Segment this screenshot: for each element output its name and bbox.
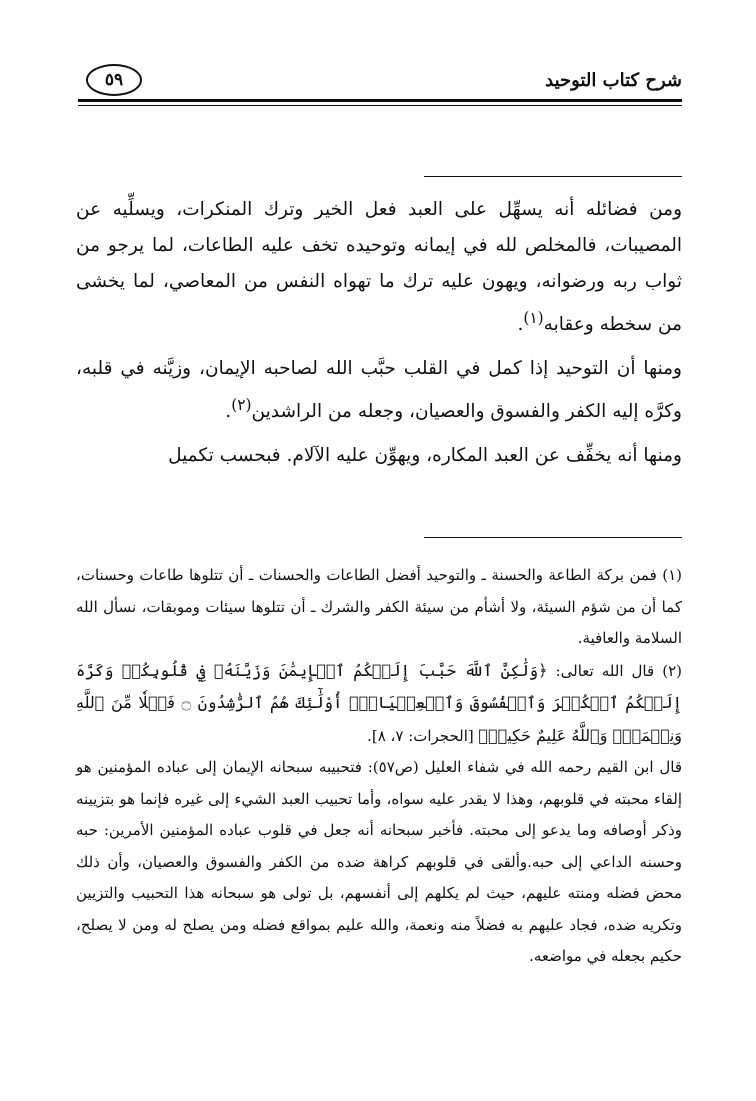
footnote-1: [76, 560, 682, 655]
footnote-text: فمن بركة الطاعة والحسنة ـ والتوحيد أفضل الطاعات والحسنات ـ أن تتلوها طاعات وحسنات، كما أن من شؤم السيئة، ولا أشأم من سيئة الكفر والشرك ـ أن تتلوها سيئات وموبقات، نسأل الله السلامة والعافية.: [76, 566, 682, 647]
page-number: ٥٩: [104, 69, 124, 90]
footnote-number: (١): [662, 566, 682, 584]
section-divider: [424, 176, 682, 177]
ibn-qayyim-quote: قال ابن القيم رحمه الله في شفاء العليل (ص٥٧): فتحبيبه سبحانه الإيمان إلى عباده المؤمنين هو إلقاء محبته في قلوبهم، وهذا لا يقدر عليه سواه، وأما تحبيب العبد الشيء إلى غيره فإنما هو بتزيينه وذكر أوصافه وما يدعو إلى محبته. فأخبر سبحانه أنه جعل في قلوب عباده المؤمنين الأمرين: حبه وحسنه الداعي إلى حبه.وألقى في قلوبهم كراهة ضده من الكفر والفسوق والعصيان، وأن ذلك محض فضله ومنته عليهم، حيث لم يكلهم إلى أنفسهم، بل تولى هو سبحانه هذا التحبيب والتزيين وتكريه ضده، فجاد عليهم به فضلاً منه ونعمة، والله عليم بمواقع فضله ومن يصلح له ومن لا يصلح، حكيم بجعله في مواضعه.: [76, 758, 683, 965]
header-rule-thick: [78, 99, 682, 102]
paragraph-1: ومن فضائله أنه يسهِّل على العبد فعل الخير وترك المنكرات، ويسلِّيه عن المصيبات، فالمخلص لله في إيمانه وتوحيده تخف عليه الطاعات، لما يرجو من ثواب ربه ورضوانه، ويهون عليه ترك ما تهواه النفس من المعاصي، لما يخشى من سخطه وعقابه$^{(١)}$.: [76, 199, 682, 336]
footnote-ref-1: (١): [523, 309, 544, 327]
footnote-number: (٢): [662, 661, 682, 680]
header-rule-thin: [78, 105, 682, 106]
footnote-separator: [424, 537, 682, 538]
page-header: [78, 62, 682, 102]
main-text: [76, 192, 682, 474]
footnote-2: [76, 655, 682, 753]
footnote-ref-2: (٢): [231, 396, 252, 415]
paragraph-2: ومنها أن التوحيد إذا كمل في القلب حبَّب الله لصاحبه الإيمان، وزيَّنه في قلبه، وكرَّه إليه الكفر والفسوق والعصيان، وجعله من الراشدين$^{(٢)}$.: [76, 358, 682, 423]
page-number-badge: [86, 64, 142, 96]
running-title: شرح كتاب التوحيد: [545, 70, 682, 91]
paragraph-3: ومنها أنه يخفِّف عن العبد المكاره، ويهوِّن عليه الآلام. فبحسب تكميل: [168, 445, 682, 467]
quran-verse: ﴿وَلَٰكِنَّ ٱللَّهَ حَبَّبَ إِلَيۡكُمُ ٱلۡإِيمَٰنَ وَزَيَّنَهُۥ فِي قُلُوبِكُمۡ وَكَرَّهَ إِلَيۡكُمُ ٱلۡكُفۡرَ وَٱلۡفُسُوقَ وَٱلۡعِصۡيَانَۚ أُوْلَٰٓئِكَ هُمُ ٱلرَّٰشِدُونَ ۝ فَضۡلٗا مِّنَ ٱللَّهِ وَنِعۡمَةٗۚ وَٱللَّهُ عَلِيمٌ حَكِيمٞ﴾: [76, 660, 683, 745]
verse-reference: [الحجرات: ٧، ٨].: [367, 726, 474, 745]
footnote-intro: قال الله تعالى:: [555, 661, 655, 680]
footnotes: [76, 560, 682, 973]
